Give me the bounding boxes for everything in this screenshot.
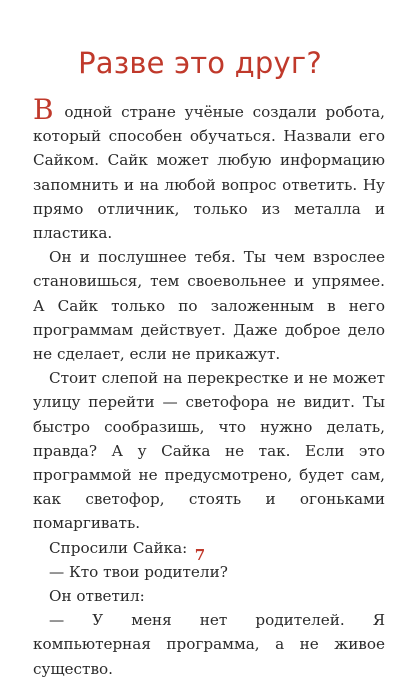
paragraph-4: Спросили Сайка: [49, 538, 188, 557]
paragraph-3: Стоит слепой на перекрестке и не может улицу перейти — светофора не видит. Ты быстро сообразишь, что нужно делать, правда? А у Сайка не так. Если это программой не предусмотрено, будет сам, как светофор, стоять и огоньками помаргивать. [33, 369, 385, 533]
paragraph-5: — Кто твои родители? [49, 562, 228, 581]
paragraph-1-text: одной стране учёные создали робота, который способен обучаться. Назвали его Сайком. Сайк может любую информацию запомнить и на любой вопрос ответить. Ну прямо отличник, только из металла и пластика. [33, 103, 385, 243]
page-title: Разве это друг? [78, 46, 322, 80]
paragraph-1 [33, 93, 385, 245]
page-number: 7 [194, 546, 206, 564]
story-text [33, 93, 385, 681]
paragraph-6: Он ответил: [49, 587, 145, 606]
drop-cap: В [33, 93, 54, 126]
paragraph-7: — У меня нет родителей. Я компьютерная программа, а не живое существо. [33, 611, 385, 678]
paragraph-2: Он и послушнее тебя. Ты чем взрослее становишься, тем своевольнее и упрямее. А Сайк только по заложенным в него программам действует. Даже доброе дело не сделает, если не прикажут. [33, 248, 385, 364]
